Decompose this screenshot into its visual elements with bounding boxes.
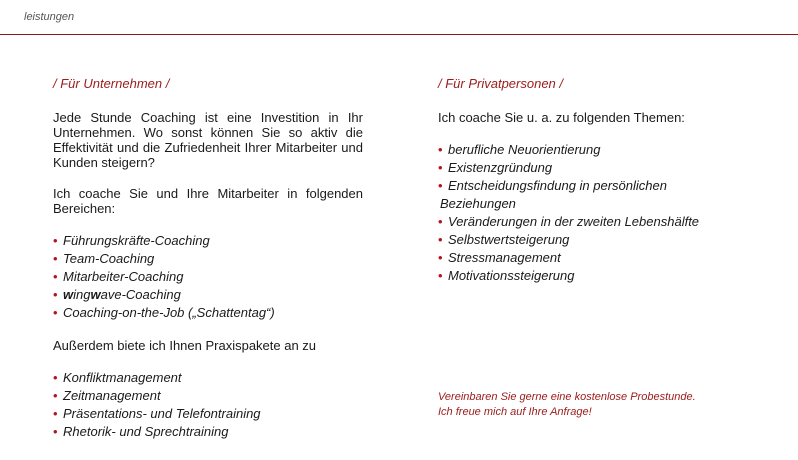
bullet-icon: • (53, 388, 58, 403)
list-item: • Präsentations- und Telefontraining (53, 406, 261, 421)
bullet-icon: • (53, 233, 58, 248)
list-item: • Rhetorik- und Sprechtraining (53, 424, 229, 439)
list-item: • Zeitmanagement (53, 388, 161, 403)
business-intro: Jede Stunde Coaching ist eine Investition in Ihr Unternehmen. Wo sonst können Sie so aktiv die Effektivität und die Zufriedenheit Ihrer Mitarbeiter und Kunden steigern? (53, 110, 363, 170)
business-areas-list (53, 232, 363, 322)
packages-intro: Außerdem biete ich Ihnen Praxispakete an zu (53, 338, 317, 353)
private-intro: Ich coache Sie u. a. zu folgenden Themen: (438, 110, 685, 125)
private-topics-list (438, 141, 738, 285)
private-column (438, 76, 738, 301)
bullet-icon: • (438, 160, 443, 175)
cta-line-1: Vereinbaren Sie gerne eine kostenlose Probestunde. (438, 391, 696, 403)
private-heading: / Für Privatpersonen / (438, 76, 563, 91)
list-item: • Konfliktmanagement (53, 370, 182, 385)
list-item: • Existenzgründung (438, 160, 553, 175)
bullet-icon: • (53, 287, 58, 302)
packages-list (53, 369, 363, 441)
bullet-icon: • (53, 305, 58, 320)
bullet-icon: • (53, 406, 58, 421)
bullet-icon: • (438, 178, 443, 193)
list-item: • Führungskräfte-Coaching (53, 233, 210, 248)
bullet-icon: • (53, 424, 58, 439)
list-item: • berufliche Neuorientierung (438, 142, 601, 157)
bullet-icon: • (53, 251, 58, 266)
list-item: • Mitarbeiter-Coaching (53, 269, 184, 284)
list-item: • Veränderungen in der zweiten Lebenshälfte (438, 214, 700, 229)
list-item: • Selbstwertsteigerung (438, 232, 570, 247)
list-item: • Coaching-on-the-Job („Schattentag“) (53, 305, 275, 320)
list-item-wingwave: • wingwave-Coaching (53, 287, 181, 302)
cta-line-2: Ich freue mich auf Ihre Anfrage! (438, 406, 592, 418)
bullet-icon: • (438, 142, 443, 157)
list-item: • Entscheidungsfindung in persönlichen Beziehungen (438, 178, 667, 211)
business-column (53, 76, 363, 457)
bullet-icon: • (438, 250, 443, 265)
top-bar (0, 0, 798, 35)
bullet-icon: • (438, 214, 443, 229)
bullet-icon: • (438, 268, 443, 283)
call-to-action (438, 390, 696, 420)
section-label: leistungen (24, 11, 75, 23)
bullet-icon: • (53, 370, 58, 385)
list-item: • Team-Coaching (53, 251, 155, 266)
business-heading: / Für Unternehmen / (53, 76, 170, 91)
bullet-icon: • (438, 232, 443, 247)
list-item: • Stressmanagement (438, 250, 561, 265)
list-item: • Motivationssteigerung (438, 268, 575, 283)
business-areas-intro: Ich coache Sie und Ihre Mitarbeiter in folgenden Bereichen: (53, 186, 363, 216)
bullet-icon: • (53, 269, 58, 284)
